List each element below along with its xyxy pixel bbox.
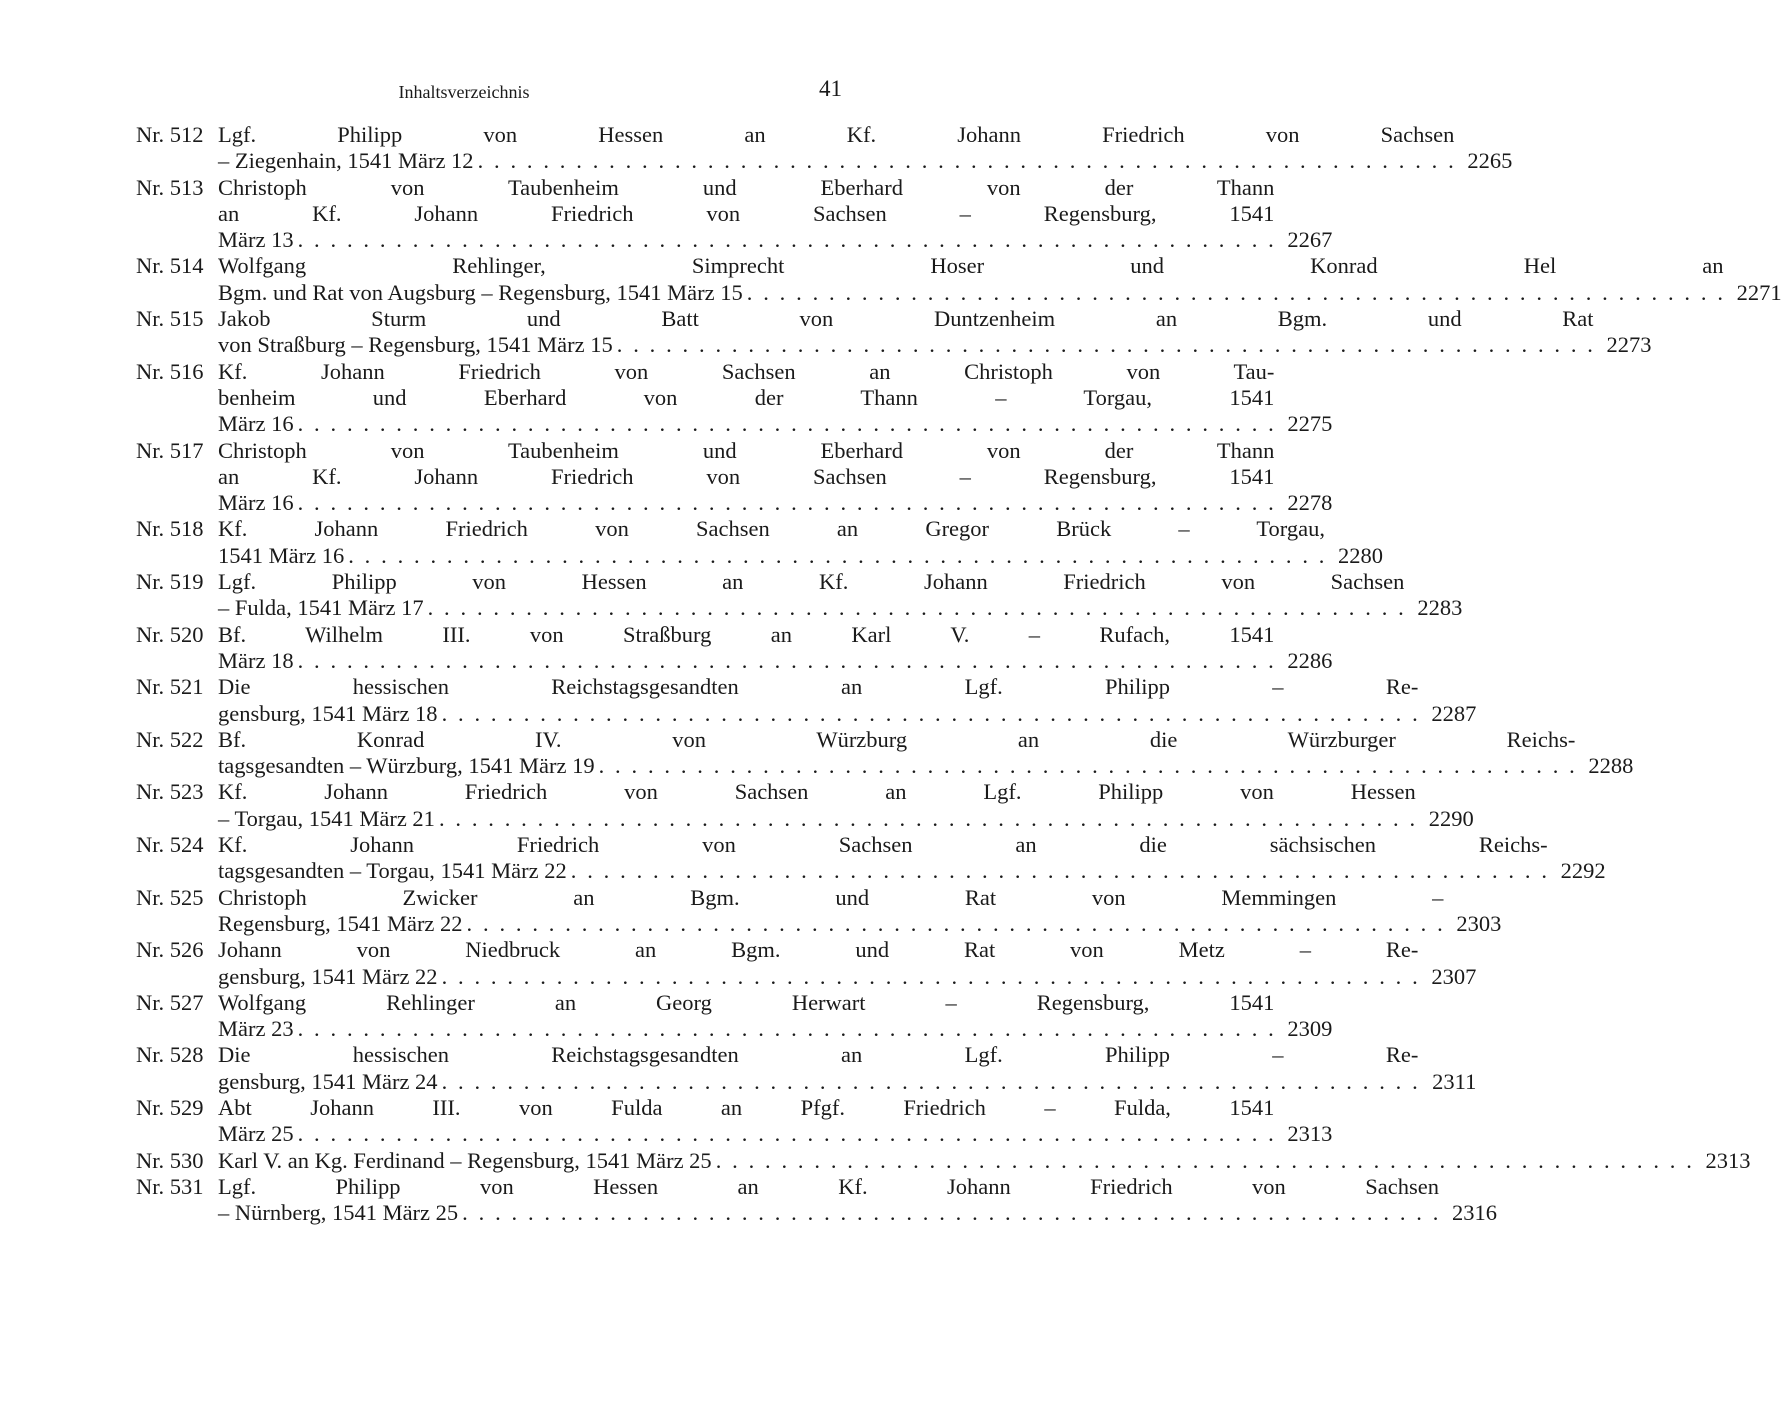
entry-last-line	[218, 543, 1383, 569]
entry-number: Nr. 527	[136, 989, 204, 1015]
entry-line: Christoph Zwicker an Bgm. und Rat von Memmingen –	[218, 884, 1444, 910]
leader-dots: . . . . . . . . . . . . . . . . . . . . . . . . . . . . . . . . . . . . . . . . . . . . . . . . . . . . . . . . . . . .	[598, 753, 1578, 779]
entry-last-line	[218, 1200, 1497, 1226]
entry-last-line	[218, 753, 1633, 779]
entry-last-line	[218, 1016, 1332, 1042]
entry-line: Kf. Johann Friedrich von Sachsen an Gregor Brück – Torgau,	[218, 516, 1326, 542]
entry-number: Nr. 517	[136, 437, 204, 463]
toc-entry	[136, 621, 1333, 675]
leader-dots: . . . . . . . . . . . . . . . . . . . . . . . . . . . . . . . . . . . . . . . . . . . . . . . . . . . . . . . . . . . .	[297, 1016, 1277, 1042]
entry-page: 2287	[1431, 700, 1477, 726]
toc-entries	[136, 122, 1782, 1226]
entry-text	[218, 1095, 1332, 1148]
toc-entry	[136, 884, 1502, 938]
entry-number: Nr. 526	[136, 937, 204, 963]
entry-text	[218, 779, 1474, 832]
entry-text	[218, 1148, 1750, 1174]
entry-line: Abt Johann III. von Fulda an Pfgf. Friedrich – Fulda, 1541	[218, 1094, 1275, 1120]
entry-page: 2278	[1287, 490, 1333, 516]
entry-text	[218, 306, 1652, 359]
entry-line: März 18	[218, 647, 294, 673]
entry-page: 2271	[1736, 279, 1782, 305]
entry-text	[218, 885, 1501, 938]
entry-text	[218, 622, 1332, 675]
leader-dots: . . . . . . . . . . . . . . . . . . . . . . . . . . . . . . . . . . . . . . . . . . . . . . . . . . . . . . . . . . . .	[297, 227, 1277, 253]
entry-line: Lgf. Philipp von Hessen an Kf. Johann Friedrich von Sachsen	[218, 1173, 1439, 1199]
entry-text	[218, 674, 1476, 727]
entry-line: März 16	[218, 490, 294, 516]
leader-dots: . . . . . . . . . . . . . . . . . . . . . . . . . . . . . . . . . . . . . . . . . . . . . . . . . . . . . . . . . . . .	[297, 411, 1277, 437]
entry-page: 2303	[1456, 910, 1502, 936]
entry-page: 2292	[1560, 858, 1606, 884]
entry-text	[218, 569, 1462, 622]
entry-page: 2288	[1588, 753, 1634, 779]
entry-text	[218, 990, 1332, 1043]
toc-entry	[136, 779, 1474, 832]
entry-text	[218, 253, 1782, 306]
toc-entry	[136, 832, 1606, 885]
entry-last-line	[218, 411, 1332, 437]
toc-entry	[136, 569, 1463, 622]
entry-text	[218, 832, 1606, 885]
leader-dots: . . . . . . . . . . . . . . . . . . . . . . . . . . . . . . . . . . . . . . . . . . . . . . . . . . . . . . . . . . . .	[441, 1068, 1421, 1094]
entry-page: 2309	[1287, 1016, 1333, 1042]
toc-entry	[136, 726, 1634, 780]
entry-last-line	[218, 1148, 1750, 1174]
page-number: 41	[819, 76, 842, 101]
entry-number: Nr. 529	[136, 1094, 204, 1120]
entry-page: 2290	[1428, 805, 1474, 831]
entry-number: Nr. 525	[136, 884, 204, 910]
entry-line: März 13	[218, 227, 294, 253]
toc-entry	[136, 674, 1477, 727]
leader-dots: . . . . . . . . . . . . . . . . . . . . . . . . . . . . . . . . . . . . . . . . . . . . . . . . . . . . . . . . . . . .	[348, 542, 1328, 568]
entry-last-line	[218, 280, 1782, 306]
leader-dots: . . . . . . . . . . . . . . . . . . . . . . . . . . . . . . . . . . . . . . . . . . . . . . . . . . . . . . . . . . . .	[297, 490, 1277, 516]
entry-page: 2311	[1432, 1068, 1477, 1094]
entry-line: an Kf. Johann Friedrich von Sachsen – Regensburg, 1541	[218, 463, 1275, 489]
toc-entry	[136, 1147, 1751, 1174]
entry-last-line	[218, 490, 1332, 516]
entry-number: Nr. 521	[136, 674, 204, 700]
entry-last-line	[218, 964, 1476, 990]
entry-line: gensburg, 1541 März 18	[218, 700, 438, 726]
entry-page: 2275	[1287, 411, 1333, 437]
entry-page: 2265	[1467, 148, 1513, 174]
entry-line: März 16	[218, 411, 294, 437]
entry-line: gensburg, 1541 März 22	[218, 963, 438, 989]
entry-number: Nr. 515	[136, 306, 204, 332]
toc-entry	[136, 1042, 1477, 1095]
entry-number: Nr. 520	[136, 621, 204, 647]
entry-line: – Nürnberg, 1541 März 25	[218, 1200, 459, 1226]
leader-dots: . . . . . . . . . . . . . . . . . . . . . . . . . . . . . . . . . . . . . . . . . . . . . . . . . . . . . . . . . . . .	[438, 805, 1418, 831]
entry-text	[218, 937, 1476, 990]
entry-number: Nr. 518	[136, 516, 204, 542]
entry-last-line	[218, 595, 1462, 621]
entry-line: Kf. Johann Friedrich von Sachsen an die sächsischen Reichs-	[218, 832, 1548, 858]
toc-entry	[136, 1173, 1497, 1227]
entry-text	[218, 438, 1332, 517]
toc-entry	[136, 122, 1513, 175]
leader-dots: . . . . . . . . . . . . . . . . . . . . . . . . . . . . . . . . . . . . . . . . . . . . . . . . . . . . . . . . . . . .	[297, 1121, 1277, 1147]
leader-dots: . . . . . . . . . . . . . . . . . . . . . . . . . . . . . . . . . . . . . . . . . . . . . . . . . . . . . . . . . . . .	[297, 647, 1277, 673]
entry-page: 2286	[1287, 647, 1333, 673]
entry-page: 2316	[1451, 1200, 1497, 1226]
leader-dots: . . . . . . . . . . . . . . . . . . . . . . . . . . . . . . . . . . . . . . . . . . . . . . . . . . . . . . . . . . . .	[570, 858, 1550, 884]
leader-dots: . . . . . . . . . . . . . . . . . . . . . . . . . . . . . . . . . . . . . . . . . . . . . . . . . . . . . . . . . . . .	[715, 1147, 1695, 1173]
entry-number: Nr. 530	[136, 1147, 204, 1173]
entry-line: tagsgesandten – Würzburg, 1541 März 19	[218, 753, 595, 779]
entry-text	[218, 1042, 1476, 1095]
entry-last-line	[218, 1069, 1476, 1095]
entry-page: 2307	[1431, 963, 1477, 989]
entry-number: Nr. 512	[136, 122, 204, 147]
entry-line: März 25	[218, 1121, 294, 1147]
entry-number: Nr. 513	[136, 174, 204, 200]
entry-text	[218, 359, 1332, 438]
toc-entry	[136, 937, 1477, 990]
toc-entry	[136, 174, 1333, 254]
entry-line: benheim und Eberhard von der Thann – Torgau, 1541	[218, 384, 1275, 410]
entry-last-line	[218, 858, 1606, 884]
entry-line: Bgm. und Rat von Augsburg – Regensburg, 1541 März 15	[218, 279, 743, 305]
entry-line: Die hessischen Reichstagsgesandten an Lgf. Philipp – Re-	[218, 674, 1419, 700]
toc-page	[136, 76, 1782, 1226]
entry-number: Nr. 514	[136, 253, 204, 279]
entry-last-line	[218, 911, 1501, 937]
entry-line: – Ziegenhain, 1541 März 12	[218, 148, 474, 174]
entry-number: Nr. 516	[136, 358, 204, 384]
leader-dots: . . . . . . . . . . . . . . . . . . . . . . . . . . . . . . . . . . . . . . . . . . . . . . . . . . . . . . . . . . . .	[477, 148, 1457, 174]
entry-line: – Torgau, 1541 März 21	[218, 805, 435, 831]
leader-dots: . . . . . . . . . . . . . . . . . . . . . . . . . . . . . . . . . . . . . . . . . . . . . . . . . . . . . . . . . . . .	[427, 595, 1407, 621]
entry-last-line	[218, 1121, 1332, 1147]
entry-number: Nr. 528	[136, 1042, 204, 1068]
entry-line: Johann von Niedbruck an Bgm. und Rat von Metz – Re-	[218, 937, 1419, 963]
entry-line: Bf. Wilhelm III. von Straßburg an Karl V. – Rufach, 1541	[218, 621, 1275, 647]
entry-number: Nr. 522	[136, 726, 204, 752]
entry-line: Lgf. Philipp von Hessen an Kf. Johann Friedrich von Sachsen	[218, 569, 1405, 595]
entry-last-line	[218, 701, 1476, 727]
entry-page: 2280	[1338, 542, 1384, 568]
entry-page: 2313	[1287, 1121, 1333, 1147]
entry-line: Wolfgang Rehlinger, Simprecht Hoser und Konrad Hel an	[218, 253, 1724, 279]
entry-line: – Fulda, 1541 März 17	[218, 595, 424, 621]
entry-line: Bf. Konrad IV. von Würzburg an die Würzburger Reichs-	[218, 726, 1576, 752]
entry-line: von Straßburg – Regensburg, 1541 März 15	[218, 332, 613, 358]
entry-line: Karl V. an Kg. Ferdinand – Regensburg, 1541 März 25	[218, 1147, 712, 1173]
running-header	[136, 76, 848, 106]
toc-entry	[136, 516, 1384, 569]
entry-line: Christoph von Taubenheim und Eberhard von der Thann	[218, 174, 1275, 200]
entry-last-line	[218, 806, 1474, 832]
leader-dots: . . . . . . . . . . . . . . . . . . . . . . . . . . . . . . . . . . . . . . . . . . . . . . . . . . . . . . . . . . . .	[746, 279, 1726, 305]
leader-dots: . . . . . . . . . . . . . . . . . . . . . . . . . . . . . . . . . . . . . . . . . . . . . . . . . . . . . . . . . . . .	[462, 1200, 1441, 1226]
entry-number: Nr. 524	[136, 832, 204, 858]
entry-text	[218, 727, 1633, 780]
entry-number: Nr. 523	[136, 779, 204, 805]
toc-entry	[136, 358, 1333, 438]
entry-page: 2283	[1417, 595, 1463, 621]
entry-line: Lgf. Philipp von Hessen an Kf. Johann Friedrich von Sachsen	[218, 122, 1455, 147]
leader-dots: . . . . . . . . . . . . . . . . . . . . . . . . . . . . . . . . . . . . . . . . . . . . . . . . . . . . . . . . . . . .	[466, 910, 1446, 936]
entry-text	[218, 122, 1512, 175]
entry-last-line	[218, 648, 1332, 674]
entry-number: Nr. 531	[136, 1173, 204, 1199]
toc-entry	[136, 1094, 1333, 1148]
entry-line: Kf. Johann Friedrich von Sachsen an Lgf. Philipp von Hessen	[218, 779, 1416, 805]
entry-text	[218, 175, 1332, 254]
entry-page: 2267	[1287, 227, 1333, 253]
entry-line: an Kf. Johann Friedrich von Sachsen – Regensburg, 1541	[218, 200, 1275, 226]
entry-page: 2313	[1705, 1147, 1751, 1173]
leader-dots: . . . . . . . . . . . . . . . . . . . . . . . . . . . . . . . . . . . . . . . . . . . . . . . . . . . . . . . . . . . .	[441, 963, 1421, 989]
toc-entry	[136, 306, 1652, 359]
entry-line: Christoph von Taubenheim und Eberhard von der Thann	[218, 437, 1275, 463]
entry-line: Kf. Johann Friedrich von Sachsen an Christoph von Tau-	[218, 358, 1275, 384]
entry-line: tagsgesandten – Torgau, 1541 März 22	[218, 858, 567, 884]
entry-text	[218, 1174, 1497, 1227]
header-title: Inhaltsverzeichnis	[398, 82, 530, 102]
toc-entry	[136, 253, 1782, 306]
entry-last-line	[218, 227, 1332, 253]
entry-line: 1541 März 16	[218, 542, 345, 568]
entry-line: Jakob Sturm und Batt von Duntzenheim an Bgm. und Rat	[218, 306, 1594, 332]
entry-line: Wolfgang Rehlinger an Georg Herwart – Regensburg, 1541	[218, 989, 1275, 1015]
entry-line: Regensburg, 1541 März 22	[218, 910, 463, 936]
entry-text	[218, 516, 1383, 569]
leader-dots: . . . . . . . . . . . . . . . . . . . . . . . . . . . . . . . . . . . . . . . . . . . . . . . . . . . . . . . . . . . .	[616, 332, 1596, 358]
entry-last-line	[218, 148, 1512, 174]
entry-line: gensburg, 1541 März 24	[218, 1068, 438, 1094]
entry-line: Die hessischen Reichstagsgesandten an Lgf. Philipp – Re-	[218, 1042, 1419, 1068]
toc-entry	[136, 989, 1333, 1043]
entry-number: Nr. 519	[136, 569, 204, 595]
entry-last-line	[218, 332, 1652, 358]
toc-entry	[136, 437, 1333, 517]
leader-dots: . . . . . . . . . . . . . . . . . . . . . . . . . . . . . . . . . . . . . . . . . . . . . . . . . . . . . . . . . . . .	[441, 700, 1421, 726]
entry-line: März 23	[218, 1016, 294, 1042]
entry-page: 2273	[1606, 332, 1652, 358]
